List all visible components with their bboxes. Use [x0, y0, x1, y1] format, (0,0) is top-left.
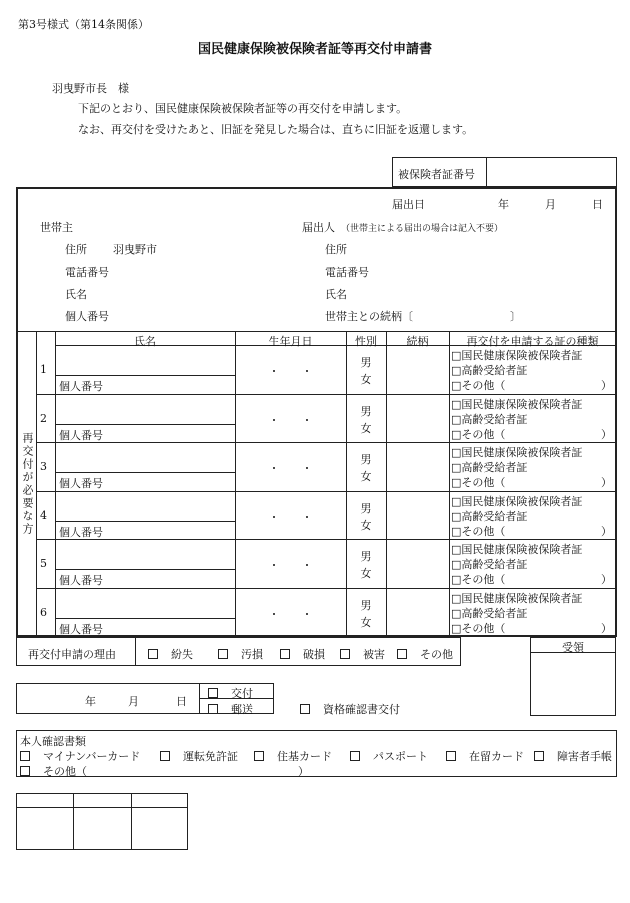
- row-cert-elderly[interactable]: □高齢受給者証: [451, 461, 528, 474]
- id-doc-disability[interactable]: 障害者手帳: [534, 748, 612, 764]
- applicant-address-label: 住所: [325, 243, 347, 256]
- applicant-relation-close: 〕: [510, 310, 521, 323]
- col-sex: 性別: [355, 335, 377, 348]
- row-sex-male[interactable]: 男: [360, 404, 372, 418]
- row-birth-field[interactable]: ・ ・: [268, 413, 313, 427]
- row-number: 2: [40, 411, 47, 425]
- row-sex-male[interactable]: 男: [360, 501, 372, 515]
- reason-option-stain[interactable]: 汚損: [218, 646, 263, 662]
- row-cert-elderly[interactable]: □高齢受給者証: [451, 509, 528, 523]
- intro-line-2: なお、再交付を受けたあと、旧証を発見した場合は、直ちに旧証を返還します。: [78, 123, 474, 136]
- row-cert-other-close: ）: [601, 621, 612, 635]
- col-name: 氏名: [134, 335, 156, 348]
- row-number: 3: [40, 460, 47, 473]
- row-cert-elderly[interactable]: □高齢受給者証: [451, 606, 528, 620]
- row-number: 5: [40, 557, 47, 570]
- row-birth-field[interactable]: ・ ・: [268, 559, 313, 572]
- row-cert-other-close: ）: [601, 379, 612, 392]
- issue-year-label: 年: [85, 695, 96, 708]
- row-cert-insured[interactable]: □国民健康保険被保険者証: [451, 446, 583, 459]
- row-cert-insured[interactable]: □国民健康保険被保険者証: [451, 494, 583, 508]
- row-cert-elderly[interactable]: □高齢受給者証: [451, 558, 528, 571]
- id-doc-residence[interactable]: 在留カード: [446, 748, 524, 764]
- row-cert-other[interactable]: □その他（: [451, 573, 506, 586]
- row-cert-elderly[interactable]: □高齢受給者証: [451, 412, 528, 426]
- row-id-label: 個人番号: [59, 622, 103, 636]
- col-birth: 生年月日: [268, 335, 313, 348]
- row-relation-field[interactable]: [388, 396, 447, 440]
- row-birth-field[interactable]: ・ ・: [268, 510, 313, 524]
- householder-address-label: 住所: [65, 243, 87, 256]
- row-cert-other-close: ）: [601, 476, 612, 489]
- stamp-grid: [16, 793, 188, 850]
- row-cert-other-close: ）: [601, 427, 612, 441]
- col-relation: 続柄: [406, 335, 429, 348]
- row-cert-other-close: ）: [601, 573, 612, 586]
- row-relation-field[interactable]: [388, 347, 447, 391]
- intro-line-1: 下記のとおり、国民健康保険被保険者証等の再交付を申請します。: [78, 102, 408, 115]
- persons-vertical-label: 再交付が必要な方: [21, 432, 34, 536]
- row-id-label: 個人番号: [59, 525, 103, 539]
- row-sex-female[interactable]: 女: [360, 373, 372, 386]
- date-year-label: 年: [498, 198, 509, 211]
- row-sex-female[interactable]: 女: [360, 567, 372, 580]
- filing-date-label: 届出日: [392, 198, 425, 211]
- row-birth-field[interactable]: ・ ・: [268, 462, 313, 475]
- row-cert-insured[interactable]: □国民健康保険被保険者証: [451, 349, 583, 362]
- row-cert-other-close: ）: [601, 524, 612, 538]
- row-sex-female[interactable]: 女: [360, 470, 372, 483]
- row-id-label: 個人番号: [59, 477, 103, 490]
- form-number: 第3号様式（第14条関係）: [18, 18, 149, 31]
- row-name-field[interactable]: [57, 396, 233, 422]
- row-cert-other[interactable]: □その他（: [451, 476, 506, 489]
- id-docs-label: 本人確認書類: [20, 735, 86, 748]
- insured-number-label: 被保険者証番号: [398, 168, 475, 181]
- id-doc-other-close: ）: [298, 765, 309, 778]
- id-doc-mynumber[interactable]: マイナンバーカード: [20, 748, 140, 764]
- reason-option-other[interactable]: その他: [397, 646, 453, 662]
- issue-month-label: 月: [128, 695, 139, 708]
- row-relation-field[interactable]: [388, 493, 447, 537]
- applicant-note: （世帯主による届出の場合は記入不要）: [341, 224, 504, 234]
- delivery-option-qualification[interactable]: 資格確認書交付: [300, 701, 400, 717]
- row-cert-other[interactable]: □その他（: [451, 524, 506, 538]
- row-id-label: 個人番号: [59, 574, 103, 587]
- applicant-heading: 届出人: [302, 221, 335, 234]
- householder-address-value[interactable]: 羽曳野市: [113, 243, 157, 256]
- reason-option-loss[interactable]: 紛失: [148, 646, 193, 662]
- row-cert-insured[interactable]: □国民健康保険被保険者証: [451, 397, 583, 411]
- row-cert-elderly[interactable]: □高齢受給者証: [451, 364, 528, 377]
- row-relation-field[interactable]: [388, 590, 447, 634]
- applicant-relation-label: 世帯主との続柄〔: [325, 310, 413, 323]
- row-name-field[interactable]: [57, 347, 233, 373]
- id-doc-juki[interactable]: 住基カード: [254, 748, 332, 764]
- row-id-label: 個人番号: [59, 380, 103, 393]
- row-relation-field[interactable]: [388, 541, 447, 585]
- row-sex-female[interactable]: 女: [360, 518, 372, 532]
- row-sex-male[interactable]: 男: [360, 356, 372, 369]
- col-cert-types: 再交付を申請する証の種類: [466, 335, 599, 348]
- row-relation-field[interactable]: [388, 444, 447, 488]
- row-cert-insured[interactable]: □国民健康保険被保険者証: [451, 543, 583, 556]
- date-month-label: 月: [545, 198, 556, 211]
- row-sex-male[interactable]: 男: [360, 453, 372, 466]
- reason-option-victim[interactable]: 被害: [340, 646, 385, 662]
- receipt-label: 受領: [562, 641, 584, 654]
- addressee: 羽曳野市長 様: [52, 82, 129, 95]
- householder-heading: 世帯主: [40, 221, 73, 234]
- applicant-phone-label: 電話番号: [325, 266, 369, 279]
- householder-phone-label: 電話番号: [65, 266, 109, 279]
- row-cert-other[interactable]: □その他（: [451, 621, 506, 635]
- reason-option-damage[interactable]: 破損: [280, 646, 325, 662]
- id-doc-other[interactable]: その他（: [20, 763, 87, 779]
- row-birth-field[interactable]: ・ ・: [268, 365, 313, 378]
- row-sex-female[interactable]: 女: [360, 615, 372, 629]
- row-name-field[interactable]: [57, 541, 233, 567]
- row-name-field[interactable]: [57, 590, 233, 616]
- row-sex-female[interactable]: 女: [360, 421, 372, 435]
- id-doc-license[interactable]: 運転免許証: [160, 748, 238, 764]
- row-id-label: 個人番号: [59, 428, 103, 442]
- applicant-name-label: 氏名: [325, 288, 347, 301]
- row-birth-field[interactable]: ・ ・: [268, 607, 313, 621]
- row-sex-male[interactable]: 男: [360, 598, 372, 612]
- row-cert-other[interactable]: □その他（: [451, 427, 506, 441]
- row-number: 6: [40, 605, 47, 619]
- issue-day-label: 日: [176, 695, 187, 708]
- row-cert-other[interactable]: □その他（: [451, 379, 506, 392]
- householder-name-label: 氏名: [65, 288, 87, 301]
- row-cert-insured[interactable]: □国民健康保険被保険者証: [451, 591, 583, 605]
- row-sex-male[interactable]: 男: [360, 550, 372, 563]
- row-name-field[interactable]: [57, 493, 233, 519]
- delivery-option-mail[interactable]: 郵送: [208, 701, 253, 717]
- date-day-label: 日: [592, 198, 603, 211]
- id-doc-passport[interactable]: パスポート: [350, 748, 428, 764]
- row-number: 1: [40, 363, 47, 376]
- row-name-field[interactable]: [57, 444, 233, 470]
- reason-label: 再交付申請の理由: [28, 648, 116, 661]
- page-title: 国民健康保険被保険者証等再交付申請書: [197, 42, 432, 57]
- delivery-option-deliver[interactable]: 交付: [208, 685, 253, 701]
- row-number: 4: [40, 508, 47, 522]
- householder-id-label: 個人番号: [65, 310, 109, 323]
- insured-number-field[interactable]: [490, 160, 614, 184]
